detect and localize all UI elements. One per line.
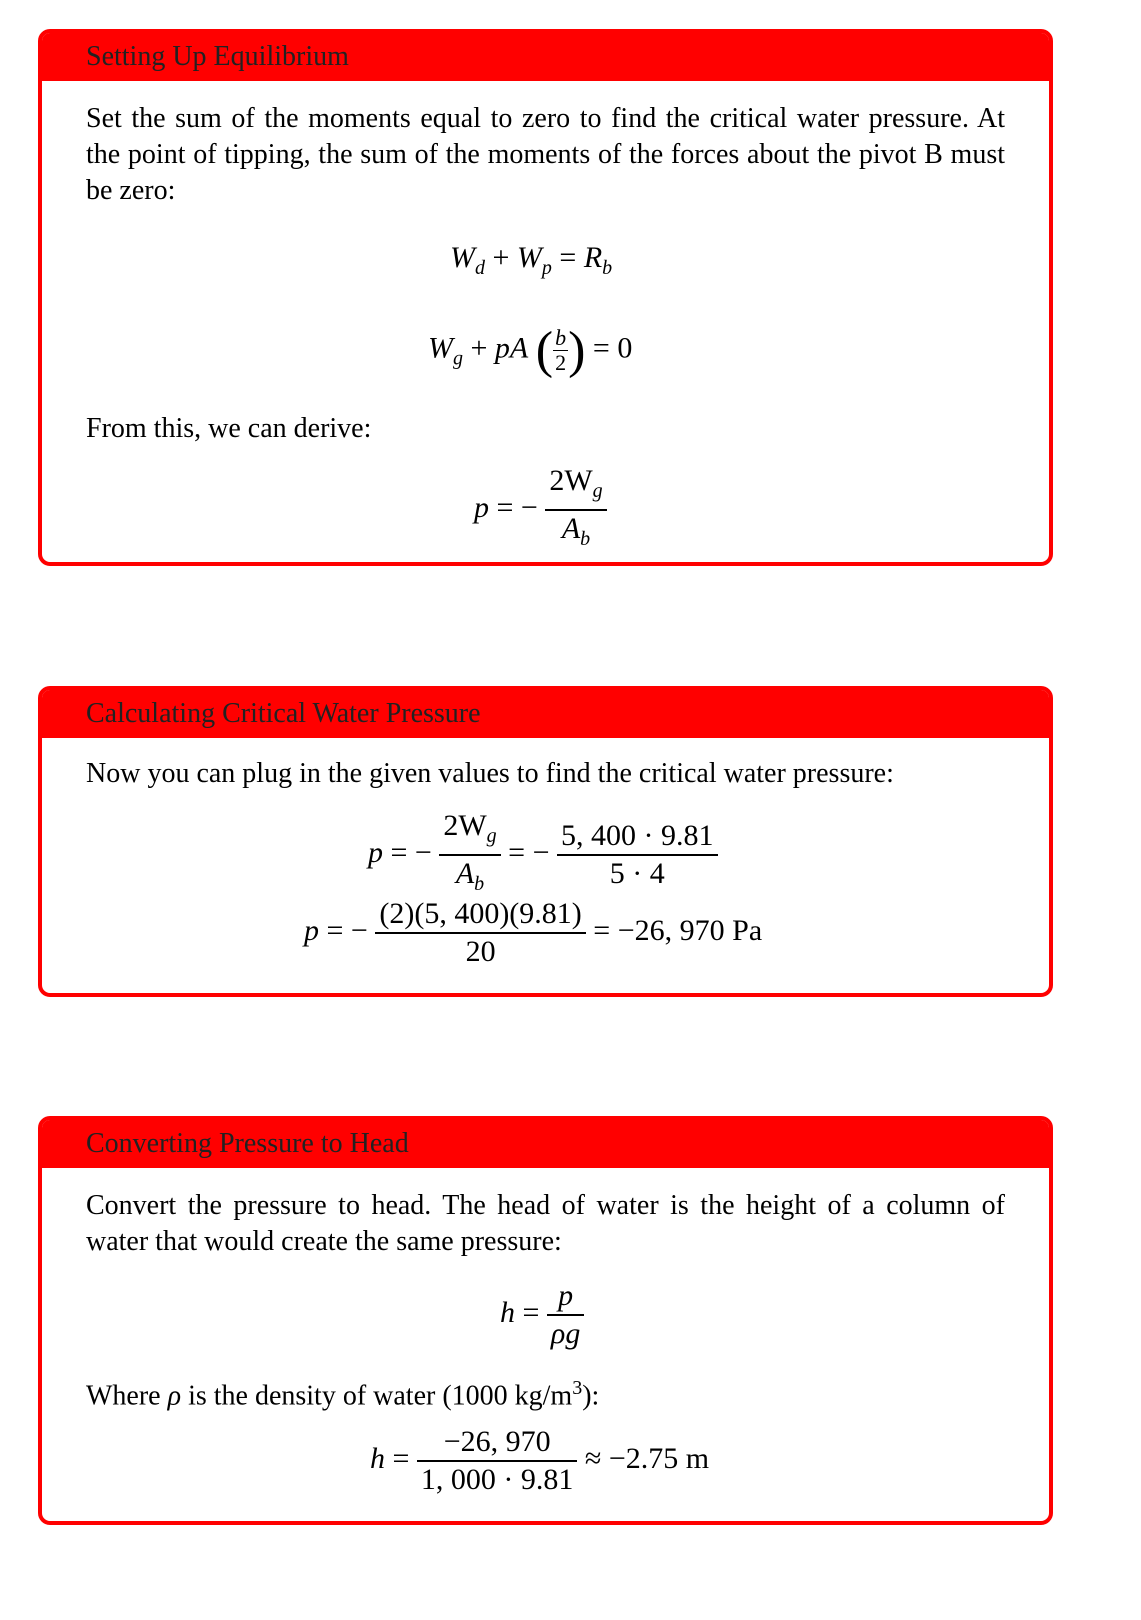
equation-pressure-result: p = − $\frac{(2)(5, 400)(9.81)}{20}$ = −26, 970 Pa [304,897,763,968]
equation-head-result: h = $\frac{-26, 970}{1, 000 \cdot 9.81}$ ≈ −2.75 m [370,1425,710,1496]
head-conversion-title: Converting Pressure to Head [42,1120,1049,1168]
equation-head-formula: h = $\frac{p}{\rho g}$ [500,1278,584,1352]
head-conversion-box [38,1116,1053,1525]
equation-pressure-formula: p = − $\frac{2W_g}{A_b}$ [474,463,607,557]
equation-moment-sum: $W_d + W_p = R_b$ [450,241,613,279]
derive-text: From this, we can derive: [86,413,372,444]
critical-pressure-title: Calculating Critical Water Pressure [42,690,1049,738]
equilibrium-intro: Set the sum of the moments equal to zero to find the critical water pressure. At the point of tipping, the sum of the moments of the forces about the pivot B must be zero: [86,103,1005,206]
density-note: Where ρ is the density of water (1000 $kg/m^3$): [86,1377,600,1412]
critical-pressure-box [38,686,1053,997]
equilibrium-box [38,29,1053,566]
head-conversion-intro: Convert the pressure to head. The head of water is the height of a column of water that would create the same pressure: [86,1190,1005,1257]
equation-substitution: p = − $\frac{2W_g}{A_b}$ = − $\frac{5, 400 \cdot 9.81}{5 \cdot 4}$ [368,808,718,902]
equilibrium-title: Setting Up Equilibrium [42,33,1049,81]
critical-pressure-intro: Now you can plug in the given values to find the critical water pressure: [86,758,894,789]
equation-moment-zero: $W_g$ + pA ( $\frac{b}{2}$ ) = 0 [428,322,633,379]
